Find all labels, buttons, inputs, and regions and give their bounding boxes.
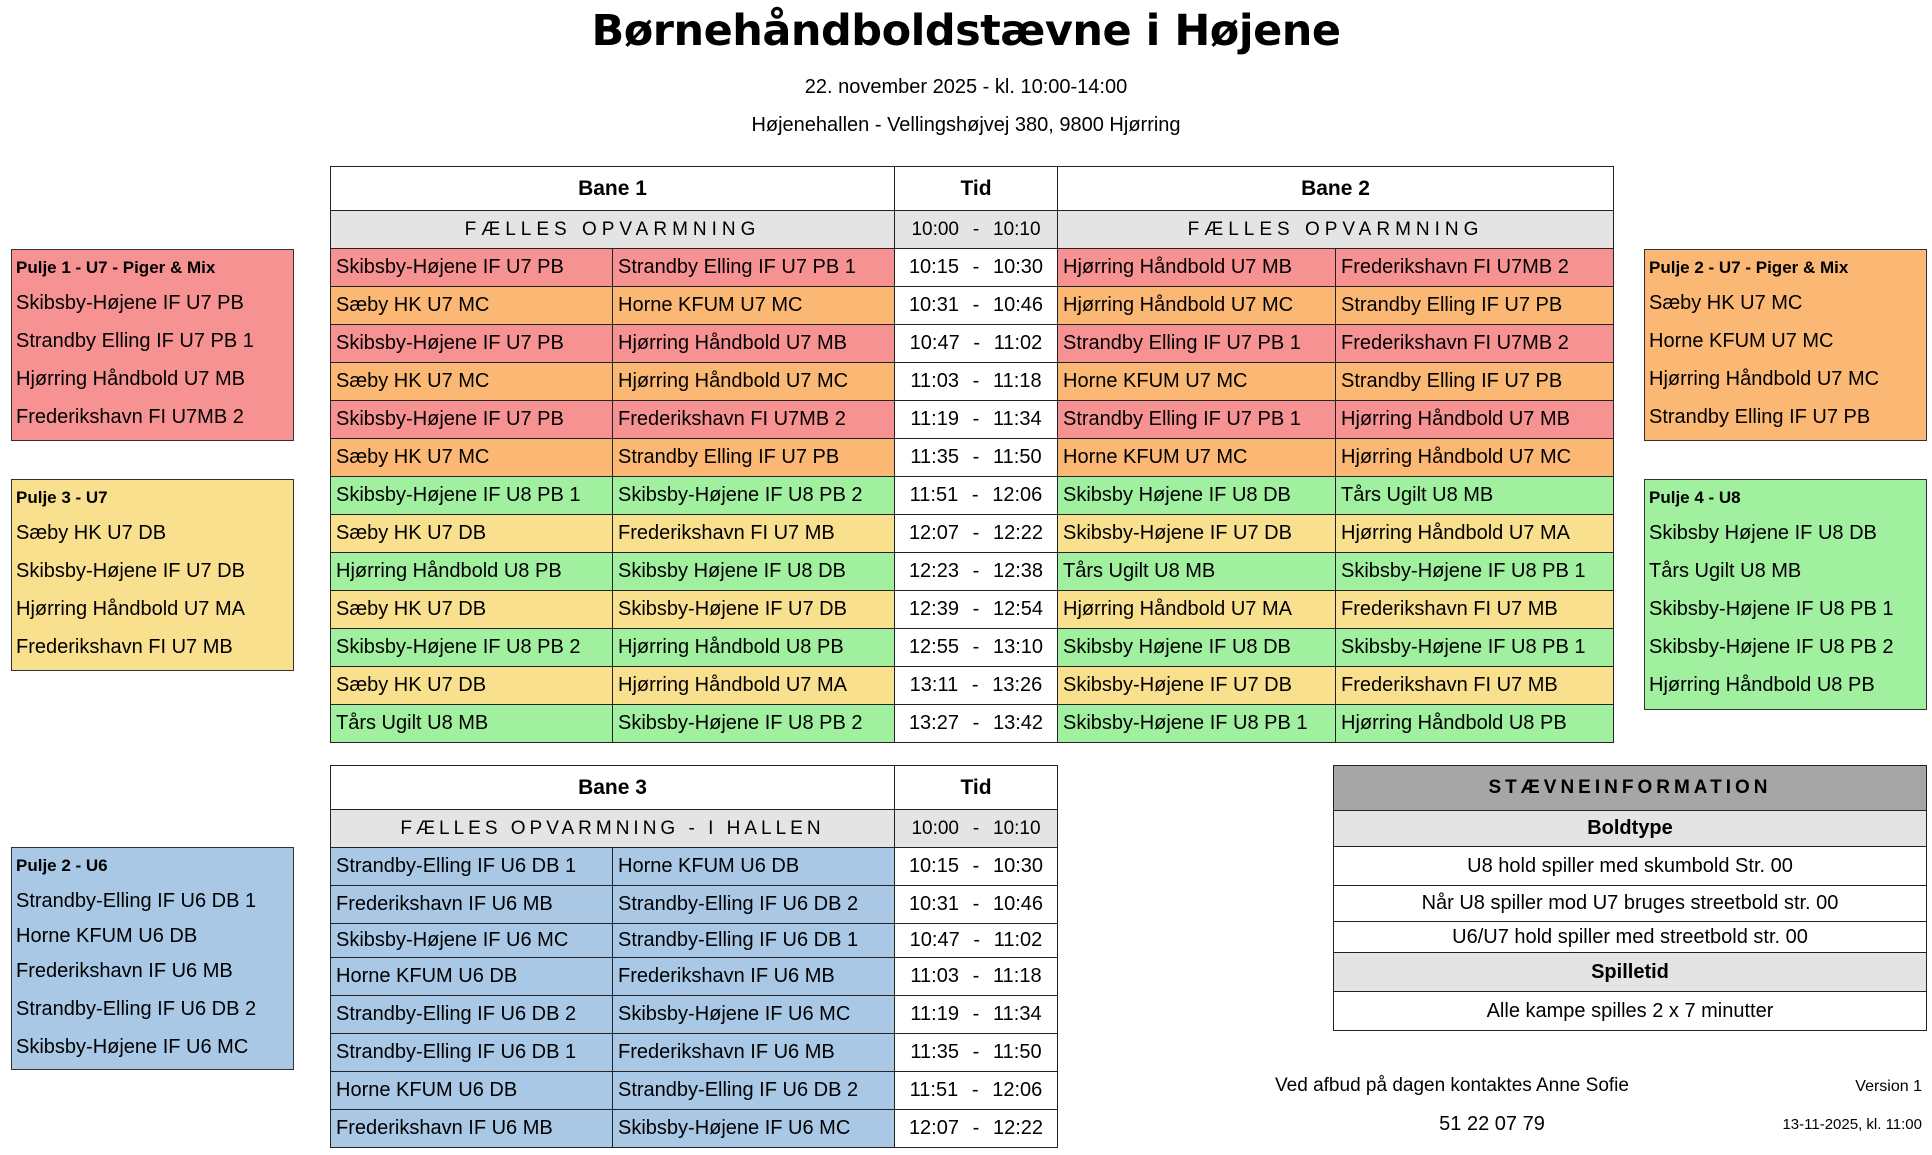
time-cell [895, 401, 1058, 439]
pool-team: Frederikshavn IF U6 MB [16, 960, 233, 982]
pool-team: Hjørring Håndbold U8 PB [1649, 674, 1875, 696]
bane2-away-team: Tårs Ugilt U8 MB [1336, 477, 1614, 515]
start-time: 10:31 [908, 294, 959, 316]
time-separator: - [972, 598, 980, 620]
time-separator: - [972, 218, 980, 240]
pool-title: Pulje 2 - U7 - Piger & Mix [1649, 258, 1849, 277]
pool-team: Horne KFUM U7 MC [1649, 330, 1834, 352]
version-label: Version 1 [1855, 1078, 1922, 1095]
match-row [331, 1110, 1058, 1148]
end-time: 12:38 [993, 560, 1044, 582]
start-time: 11:35 [910, 1041, 959, 1063]
start-time: 10:31 [908, 893, 959, 915]
end-time: 11:34 [993, 1003, 1042, 1025]
bane2-away-team: Hjørring Håndbold U7 MA [1336, 515, 1614, 553]
match-row [331, 439, 1614, 477]
time-cell [895, 848, 1058, 886]
bane2-home-team: Hjørring Håndbold U7 MB [1058, 249, 1336, 287]
bane3-home-team: Strandby-Elling IF U6 DB 2 [331, 996, 613, 1034]
end-time: 13:42 [993, 712, 1044, 734]
start-time: 13:27 [908, 712, 959, 734]
bane1-home-team: Sæby HK U7 DB [331, 591, 613, 629]
time-cell [895, 477, 1058, 515]
match-row [331, 705, 1614, 743]
bane3-home-team: Skibsby-Højene IF U6 MC [331, 924, 613, 958]
start-time: 10:00 [911, 218, 959, 240]
start-time: 12:07 [908, 1117, 959, 1139]
time-separator: - [972, 522, 980, 544]
end-time: 11:50 [993, 446, 1042, 468]
version-stamp: 13-11-2025, kl. 11:00 [1782, 1116, 1922, 1133]
bane3-away-team: Strandby-Elling IF U6 DB 2 [613, 1072, 895, 1110]
end-time: 12:22 [993, 522, 1044, 544]
match-row [331, 477, 1614, 515]
match-row [331, 363, 1614, 401]
tid-header: Tid [895, 167, 1058, 211]
spilletid-line: Alle kampe spilles 2 x 7 minutter [1334, 992, 1927, 1031]
main-schedule [330, 166, 1614, 743]
end-time: 12:06 [992, 1079, 1043, 1101]
time-separator: - [972, 446, 980, 468]
page-title: Børnehåndboldstævne i Højene [591, 6, 1341, 56]
bane1-home-team: Skibsby-Højene IF U8 PB 1 [331, 477, 613, 515]
bane1-home-team: Sæby HK U7 DB [331, 515, 613, 553]
pool-box-pulje3 [11, 479, 294, 671]
tid-header: Tid [895, 766, 1058, 810]
bane3-home-team: Strandby-Elling IF U6 DB 1 [331, 1034, 613, 1072]
bane2-away-team: Frederikshavn FI U7 MB [1336, 591, 1614, 629]
event-info [1333, 765, 1927, 1031]
match-row [331, 591, 1614, 629]
match-row [331, 1034, 1058, 1072]
time-cell [895, 591, 1058, 629]
time-cell [895, 211, 1058, 249]
match-row [331, 553, 1614, 591]
match-row [331, 629, 1614, 667]
bane2-home-team: Hjørring Håndbold U7 MA [1058, 591, 1336, 629]
time-cell [895, 363, 1058, 401]
warmup-row [331, 211, 1614, 249]
pool-team: Hjørring Håndbold U7 MA [16, 598, 245, 620]
pool-team: Sæby HK U7 DB [16, 522, 167, 544]
bane2-home-team: Strandby Elling IF U7 PB 1 [1058, 325, 1336, 363]
warmup-row [331, 810, 1058, 848]
bane1-away-team: Strandby Elling IF U7 PB [613, 439, 895, 477]
contact-line: Ved afbud på dagen kontaktes Anne Sofie [1275, 1075, 1629, 1096]
match-row [331, 848, 1058, 886]
warmup-label: FÆLLES OPVARMNING [331, 211, 895, 249]
start-time: 10:15 [908, 855, 959, 877]
end-time: 11:50 [993, 1041, 1042, 1063]
time-separator: - [972, 370, 980, 392]
bane3-away-team: Strandby-Elling IF U6 DB 1 [613, 924, 895, 958]
end-time: 10:10 [993, 817, 1041, 839]
match-row [331, 886, 1058, 924]
bane3-away-team: Skibsby-Højene IF U6 MC [613, 1110, 895, 1148]
time-separator: - [972, 855, 980, 877]
start-time: 11:19 [910, 408, 959, 430]
time-cell [895, 1072, 1058, 1110]
time-cell [895, 515, 1058, 553]
bane2-home-team: Skibsby-Højene IF U8 PB 1 [1058, 705, 1336, 743]
time-cell [895, 1034, 1058, 1072]
time-separator: - [972, 636, 980, 658]
bane1-away-team: Hjørring Håndbold U7 MA [613, 667, 895, 705]
pool-team: Tårs Ugilt U8 MB [1649, 560, 1802, 582]
bane2-away-team: Hjørring Håndbold U8 PB [1336, 705, 1614, 743]
event-date: 22. november 2025 - kl. 10:00-14:00 [804, 76, 1128, 98]
bane1-home-team: Sæby HK U7 MC [331, 439, 613, 477]
match-row [331, 249, 1614, 287]
time-separator: - [972, 1003, 980, 1025]
bane1-away-team: Horne KFUM U7 MC [613, 287, 895, 325]
end-time: 12:54 [993, 598, 1044, 620]
time-cell [895, 667, 1058, 705]
pool-team: Strandby Elling IF U7 PB 1 [16, 330, 254, 352]
time-separator: - [973, 929, 981, 951]
pool-team: Skibsby-Højene IF U7 PB [16, 292, 244, 314]
pool-team: Frederikshavn FI U7MB 2 [16, 406, 244, 428]
bane3-home-team: Frederikshavn IF U6 MB [331, 886, 613, 924]
bane1-away-team: Skibsby-Højene IF U7 DB [613, 591, 895, 629]
bane2-away-team: Frederikshavn FI U7MB 2 [1336, 325, 1614, 363]
match-row [331, 958, 1058, 996]
end-time: 11:34 [993, 408, 1042, 430]
bane2-home-team: Strandby Elling IF U7 PB 1 [1058, 401, 1336, 439]
end-time: 11:18 [993, 965, 1042, 987]
end-time: 12:22 [993, 1117, 1044, 1139]
pool-team: Hjørring Håndbold U7 MC [1649, 368, 1880, 390]
pool-team: Horne KFUM U6 DB [16, 925, 198, 947]
end-time: 10:46 [993, 294, 1044, 316]
pool-team: Frederikshavn FI U7 MB [16, 636, 233, 658]
bane1-away-team: Skibsby-Højene IF U8 PB 2 [613, 705, 895, 743]
start-time: 12:55 [908, 636, 959, 658]
bane3-header: Bane 3 [331, 766, 895, 810]
time-cell [895, 553, 1058, 591]
time-cell [895, 924, 1058, 958]
match-row [331, 401, 1614, 439]
time-cell [895, 996, 1058, 1034]
bane1-home-team: Sæby HK U7 MC [331, 363, 613, 401]
bane1-home-team: Sæby HK U7 MC [331, 287, 613, 325]
pool-title: Pulje 1 - U7 - Piger & Mix [16, 258, 216, 277]
time-cell [895, 1110, 1058, 1148]
time-separator: - [973, 332, 981, 354]
time-separator: - [972, 893, 980, 915]
pool-title: Pulje 3 - U7 [16, 488, 108, 507]
bane1-away-team: Hjørring Håndbold U8 PB [613, 629, 895, 667]
bane1-away-team: Skibsby-Højene IF U8 PB 2 [613, 477, 895, 515]
bane2-away-team: Skibsby-Højene IF U8 PB 1 [1336, 629, 1614, 667]
time-separator: - [972, 560, 980, 582]
bane1-home-team: Sæby HK U7 DB [331, 667, 613, 705]
time-cell [895, 249, 1058, 287]
bane1-home-team: Tårs Ugilt U8 MB [331, 705, 613, 743]
time-separator: - [972, 712, 980, 734]
boldtype-line: U8 hold spiller med skumbold Str. 00 [1334, 847, 1927, 886]
start-time: 10:47 [909, 929, 960, 951]
time-separator: - [972, 408, 980, 430]
bane1-home-team: Skibsby-Højene IF U7 PB [331, 325, 613, 363]
pool-team: Strandby-Elling IF U6 DB 2 [16, 998, 257, 1020]
time-cell [895, 886, 1058, 924]
pool-team: Skibsby-Højene IF U8 PB 1 [1649, 598, 1894, 620]
time-separator: - [972, 294, 980, 316]
bane2-home-team: Horne KFUM U7 MC [1058, 363, 1336, 401]
pool-box-pulje-u6 [11, 847, 294, 1070]
spilletid-label: Spilletid [1334, 953, 1927, 992]
bane2-away-team: Hjørring Håndbold U7 MB [1336, 401, 1614, 439]
bane2-away-team: Frederikshavn FI U7 MB [1336, 667, 1614, 705]
bane2-home-team: Skibsby Højene IF U8 DB [1058, 629, 1336, 667]
pool-team: Skibsby Højene IF U8 DB [1649, 522, 1877, 544]
bane1-home-team: Skibsby-Højene IF U7 PB [331, 249, 613, 287]
time-separator: - [971, 1079, 979, 1101]
bane2-away-team: Skibsby-Højene IF U8 PB 1 [1336, 553, 1614, 591]
time-cell [895, 325, 1058, 363]
time-cell [895, 705, 1058, 743]
bane2-away-team: Frederikshavn FI U7MB 2 [1336, 249, 1614, 287]
time-separator: - [971, 674, 979, 696]
start-time: 12:07 [908, 522, 959, 544]
match-row [331, 1072, 1058, 1110]
end-time: 13:10 [993, 636, 1044, 658]
pool-box-pulje1 [11, 249, 294, 441]
time-separator: - [972, 817, 980, 839]
match-row [331, 667, 1614, 705]
bane2-home-team: Tårs Ugilt U8 MB [1058, 553, 1336, 591]
start-time: 11:03 [910, 965, 959, 987]
bane1-away-team: Hjørring Håndbold U7 MB [613, 325, 895, 363]
match-row [331, 325, 1614, 363]
bane1-away-team: Skibsby Højene IF U8 DB [613, 553, 895, 591]
bane2-away-team: Hjørring Håndbold U7 MC [1336, 439, 1614, 477]
warmup-label: FÆLLES OPVARMNING - I HALLEN [331, 810, 895, 848]
end-time: 11:18 [993, 370, 1042, 392]
bane1-home-team: Skibsby-Højene IF U8 PB 2 [331, 629, 613, 667]
match-row [331, 924, 1058, 958]
end-time: 11:02 [993, 332, 1043, 354]
start-time: 10:00 [911, 817, 959, 839]
pool-team: Skibsby-Højene IF U6 MC [16, 1036, 249, 1058]
start-time: 13:11 [909, 674, 959, 696]
info-heading: STÆVNEINFORMATION [1334, 766, 1927, 811]
match-row [331, 515, 1614, 553]
pool-box-pulje2 [1644, 249, 1927, 441]
pool-title: Pulje 4 - U8 [1649, 488, 1741, 507]
warmup-label: FÆLLES OPVARMNING [1058, 211, 1614, 249]
bane3-away-team: Horne KFUM U6 DB [613, 848, 895, 886]
bane1-away-team: Frederikshavn FI U7 MB [613, 515, 895, 553]
bane2-home-team: Skibsby-Højene IF U7 DB [1058, 667, 1336, 705]
start-time: 12:39 [908, 598, 959, 620]
bane2-home-team: Skibsby-Højene IF U7 DB [1058, 515, 1336, 553]
bane2-home-team: Skibsby Højene IF U8 DB [1058, 477, 1336, 515]
start-time: 11:19 [910, 1003, 959, 1025]
time-separator: - [972, 1117, 980, 1139]
start-time: 12:23 [908, 560, 959, 582]
end-time: 10:46 [993, 893, 1044, 915]
time-cell [895, 287, 1058, 325]
time-separator: - [972, 1041, 980, 1063]
boldtype-line: U6/U7 hold spiller med streetbold str. 00 [1334, 922, 1927, 953]
match-row [331, 287, 1614, 325]
pool-box-pulje4 [1644, 479, 1927, 710]
bane3-away-team: Strandby-Elling IF U6 DB 2 [613, 886, 895, 924]
bane1-home-team: Skibsby-Højene IF U7 PB [331, 401, 613, 439]
contact-phone: 51 22 07 79 [1439, 1113, 1545, 1135]
time-cell [895, 958, 1058, 996]
bane1-away-team: Hjørring Håndbold U7 MC [613, 363, 895, 401]
bane3-away-team: Frederikshavn IF U6 MB [613, 1034, 895, 1072]
start-time: 10:47 [909, 332, 960, 354]
boldtype-line: Når U8 spiller mod U7 bruges streetbold str. 00 [1334, 886, 1927, 922]
event-location: Højenehallen - Vellingshøjvej 380, 9800 Hjørring [751, 114, 1181, 136]
start-time: 11:51 [909, 484, 959, 506]
start-time: 11:35 [910, 446, 959, 468]
pool-team: Sæby HK U7 MC [1649, 292, 1803, 314]
time-cell [895, 629, 1058, 667]
start-time: 11:03 [910, 370, 959, 392]
end-time: 11:02 [993, 929, 1043, 951]
bane3-away-team: Frederikshavn IF U6 MB [613, 958, 895, 996]
bane3-home-team: Horne KFUM U6 DB [331, 1072, 613, 1110]
time-separator: - [971, 484, 979, 506]
pool-team: Hjørring Håndbold U7 MB [16, 368, 245, 390]
time-separator: - [972, 965, 980, 987]
bane1-header: Bane 1 [331, 167, 895, 211]
bane3-home-team: Strandby-Elling IF U6 DB 1 [331, 848, 613, 886]
bane3-home-team: Horne KFUM U6 DB [331, 958, 613, 996]
end-time: 10:30 [993, 855, 1044, 877]
end-time: 10:10 [993, 218, 1041, 240]
pool-title: Pulje 2 - U6 [16, 856, 108, 875]
bane3-home-team: Frederikshavn IF U6 MB [331, 1110, 613, 1148]
end-time: 10:30 [993, 256, 1044, 278]
pool-team: Strandby Elling IF U7 PB [1649, 406, 1871, 428]
bane1-away-team: Strandby Elling IF U7 PB 1 [613, 249, 895, 287]
bane2-away-team: Strandby Elling IF U7 PB [1336, 287, 1614, 325]
end-time: 12:06 [992, 484, 1043, 506]
bane3-away-team: Skibsby-Højene IF U6 MC [613, 996, 895, 1034]
time-cell [895, 439, 1058, 477]
boldtype-label: Boldtype [1334, 811, 1927, 847]
time-separator: - [972, 256, 980, 278]
bane2-away-team: Strandby Elling IF U7 PB [1336, 363, 1614, 401]
start-time: 10:15 [908, 256, 959, 278]
bane2-home-team: Horne KFUM U7 MC [1058, 439, 1336, 477]
bane2-home-team: Hjørring Håndbold U7 MC [1058, 287, 1336, 325]
end-time: 13:26 [992, 674, 1043, 696]
bane1-home-team: Hjørring Håndbold U8 PB [331, 553, 613, 591]
match-row [331, 996, 1058, 1034]
pool-team: Strandby-Elling IF U6 DB 1 [16, 890, 257, 912]
time-cell [895, 810, 1058, 848]
pool-team: Skibsby-Højene IF U8 PB 2 [1649, 636, 1894, 658]
start-time: 11:51 [909, 1079, 959, 1101]
bane1-away-team: Frederikshavn FI U7MB 2 [613, 401, 895, 439]
bane2-header: Bane 2 [1058, 167, 1614, 211]
pool-team: Skibsby-Højene IF U7 DB [16, 560, 245, 582]
bane3-schedule [330, 765, 1058, 1148]
